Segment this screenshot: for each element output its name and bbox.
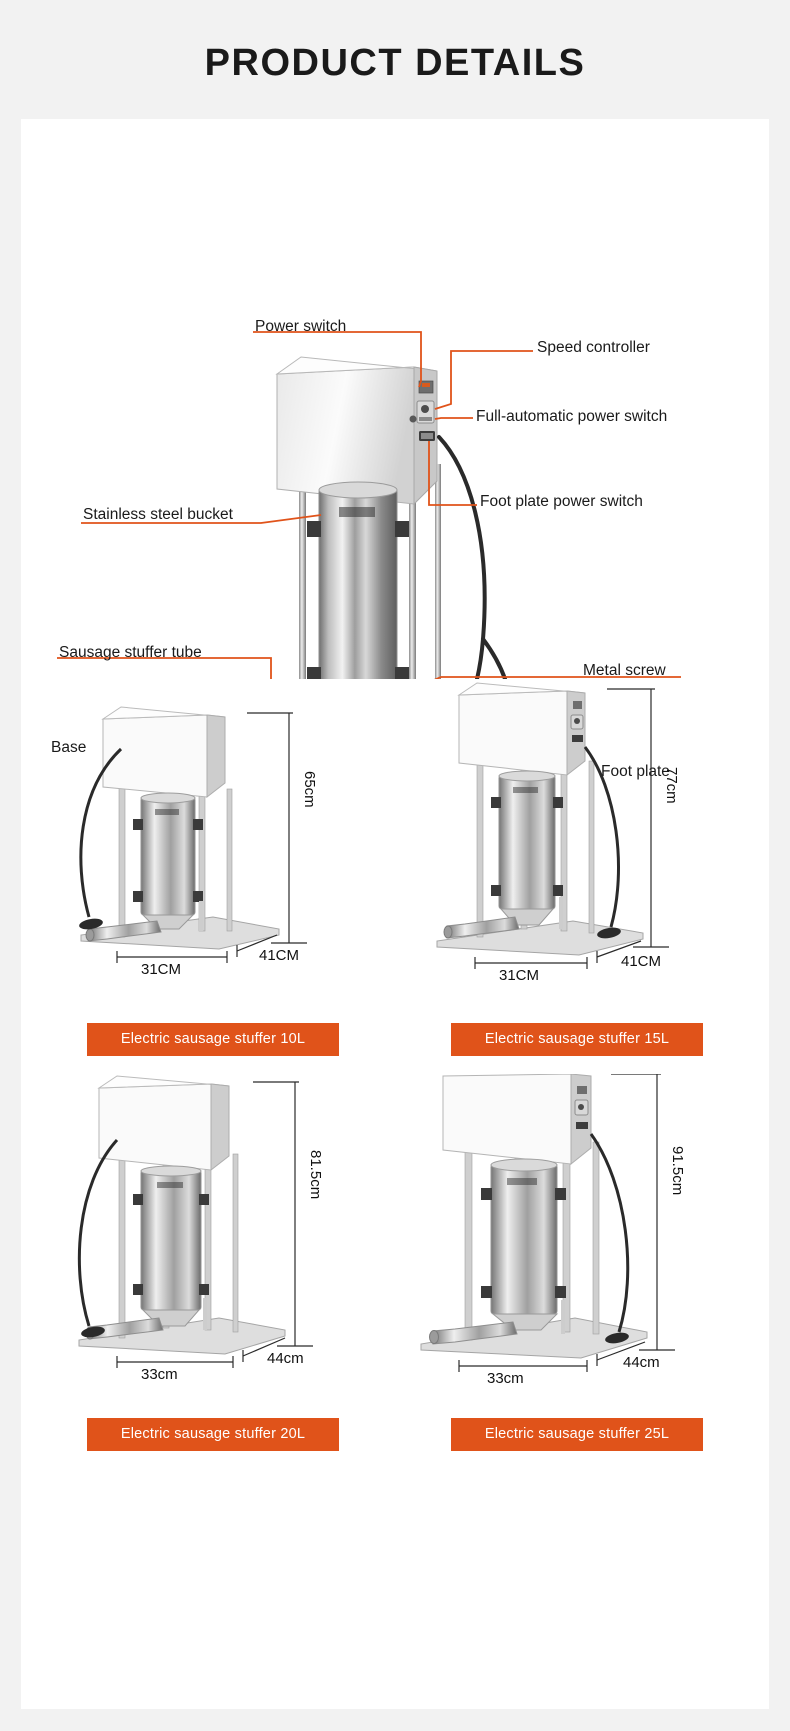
model-illustration-15l [395,679,759,1009]
model-caption-10l: Electric sausage stuffer 10L [87,1023,339,1056]
model-card-20l [31,1074,395,1469]
dim-height-20l: 81.5cm [307,1150,324,1200]
model-illustration-25l [395,1074,759,1404]
callout-sausage-stuffer-tube: Sausage stuffer tube [59,644,202,661]
machine-thumb-20l [31,1074,395,1404]
hero-diagram [21,119,769,780]
dim-depth-10l: 41CM [259,947,300,964]
dim-width-20l: 33cm [141,1366,178,1383]
machine-thumb-25l [395,1074,759,1404]
callout-speed-controller: Speed controller [537,339,650,356]
dim-depth-20l: 44cm [267,1350,304,1367]
page-title: PRODUCT DETAILS [204,42,586,84]
callout-metal-screw: Metal screw [583,662,666,679]
model-caption-25l: Electric sausage stuffer 25L [451,1418,703,1451]
dim-width-15l: 31CM [499,967,540,984]
callout-foot-plate-power-switch: Foot plate power switch [480,493,643,510]
model-card-25l [395,1074,759,1469]
machine-illustration [21,119,769,679]
callout-full-automatic-power-switch: Full-automatic power switch [476,408,668,425]
model-card-10l [31,679,395,1074]
dim-depth-25l: 44cm [623,1354,660,1371]
model-grid [21,679,769,1493]
machine-thumb-15l [395,679,759,1009]
dim-height-15l: 77cm [663,767,680,804]
dim-height-25l: 91.5cm [669,1146,686,1196]
callout-foot-plate: Foot plate [601,763,670,780]
callout-power-switch: Power switch [255,318,347,335]
dim-depth-15l: 41CM [621,953,662,970]
model-illustration-10l [31,679,395,1009]
model-caption-20l: Electric sausage stuffer 20L [87,1418,339,1451]
content-card [21,119,769,1709]
model-caption-15l: Electric sausage stuffer 15L [451,1023,703,1056]
callout-base: Base [51,739,87,756]
callout-stainless-steel-bucket: Stainless steel bucket [83,506,233,523]
model-card-15l [395,679,759,1074]
dim-height-10l: 65cm [301,771,318,808]
dim-width-10l: 31CM [141,961,182,978]
machine-thumb-10l [31,679,395,1009]
model-illustration-20l [31,1074,395,1404]
dim-width-25l: 33cm [487,1370,524,1387]
